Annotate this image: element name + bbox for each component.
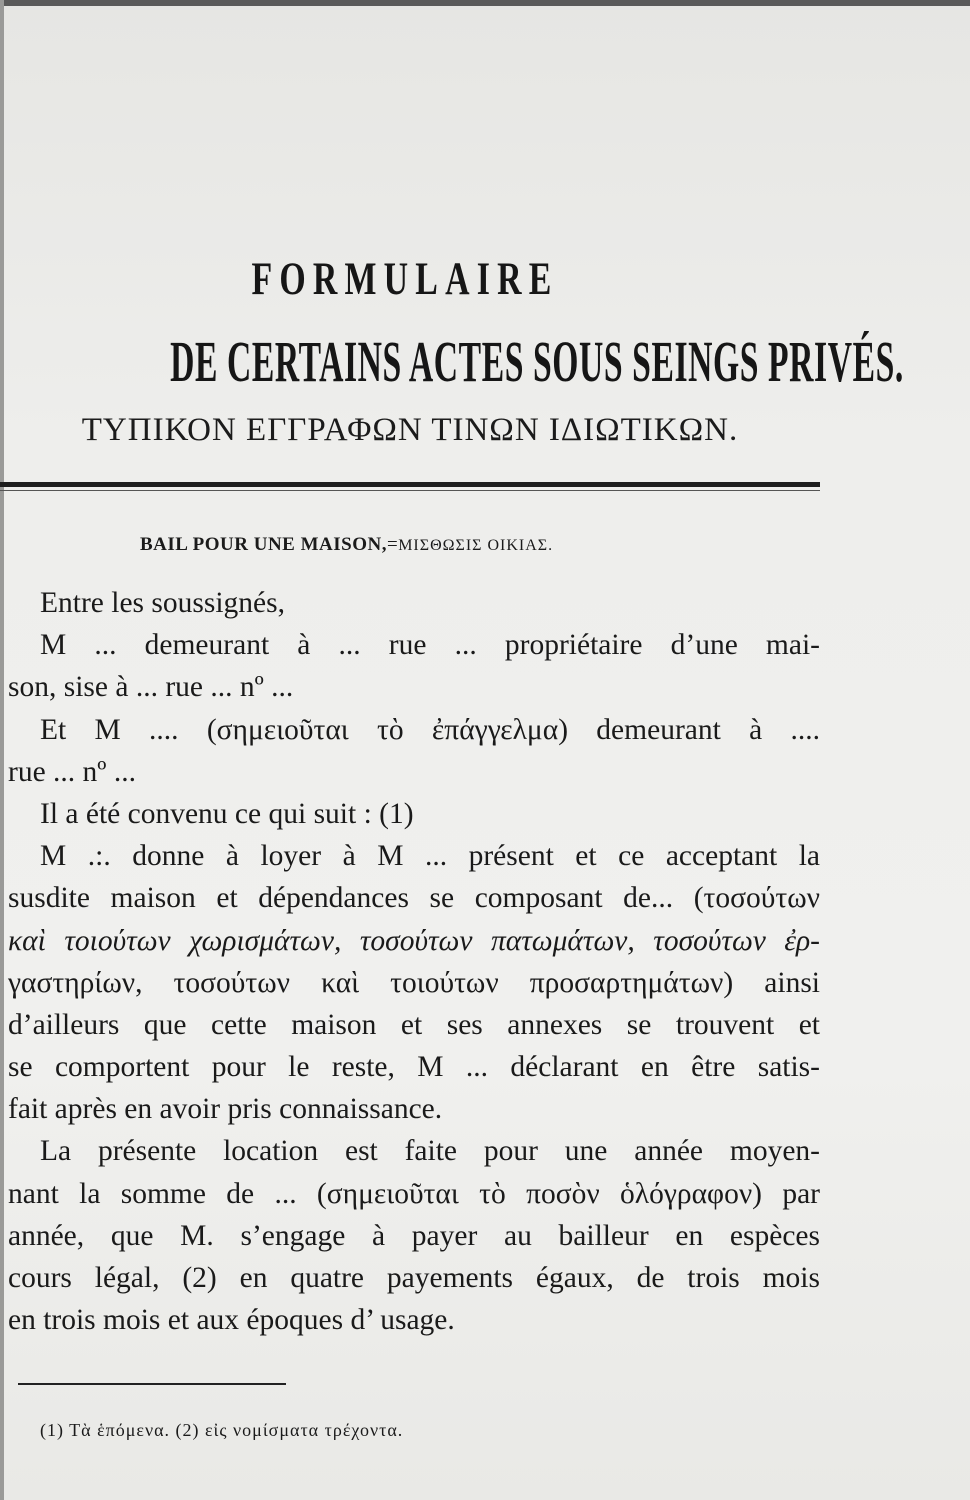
body-line: γαστηρίων, τοσούτων καὶ τοιούτων προσαρτημάτων) ainsi (8, 966, 820, 999)
body-line: cours légal, (2) en quatre payements égaux, de trois mois (8, 1262, 820, 1294)
title-rule-thin (0, 490, 820, 491)
body-line: Entre les soussignés, (40, 587, 285, 619)
body-line: M .:. donne à loyer à M ... présent et ce acceptant la (40, 840, 820, 873)
body-text (8, 582, 820, 1341)
body-line: fait après en avoir pris connaissance. (8, 1093, 443, 1126)
footnote: (1) Τὰ ἑπόμενα. (2) εἰς νομίσματα τρέχοντα. (40, 1420, 404, 1440)
body-line: La présente location est faite pour une année moyen- (40, 1135, 820, 1168)
footnote-rule (18, 1383, 286, 1385)
title-main: FORMULAIRE (251, 253, 559, 305)
title-subtitle: DE CERTAINS ACTES SOUS SEINGS PRIVÉS. (170, 329, 904, 394)
body-line: Il a été convenu ce qui suit : (1) (40, 797, 414, 830)
body-line: son, sise à ... rue ... nº ... (8, 671, 294, 704)
section-heading-greek: ΜΙΣΘΩΣΙΣ ΟΙΚΙΑΣ. (398, 537, 554, 554)
body-line: M ... demeurant à ... rue ... propriétaire d’une mai- (40, 629, 820, 662)
body-line: en trois mois et aux époques d’ usage. (8, 1304, 455, 1337)
body-line: se comportent pour le reste, M ... déclarant en être satis- (8, 1051, 820, 1084)
body-line: καὶ τοιούτων χωρισμάτων, τοσούτων πατωμάτων, τοσούτων ἐρ- (8, 924, 820, 957)
body-line: Et M .... (σημειοῦται τὸ ἐπάγγελμα) demeurant à .... (40, 713, 820, 746)
section-heading-french: BAIL POUR UNE MAISON, (140, 534, 387, 555)
body-line: susdite maison et dépendances se composant de... (τοσούτων (8, 882, 820, 915)
title-rule-thick (0, 482, 820, 487)
section-heading (140, 534, 700, 556)
body-line: d’ailleurs que cette maison et ses annexes se trouvent et (8, 1008, 820, 1041)
title-greek: ΤΥΠΙΚΟΝ ΕΓΓΡΑΦΩΝ ΤΙΝΩΝ ΙΔΙΩΤΙΚΩΝ. (81, 412, 739, 448)
page-top-edge (0, 0, 970, 6)
page-left-edge (0, 0, 4, 1500)
body-line: année, que M. s’engage à payer au bailleur en espèces (8, 1219, 820, 1252)
body-line: nant la somme de ... (σημειοῦται τὸ ποσὸν ὁλόγραφον) par (8, 1177, 820, 1210)
body-line: rue ... nº ... (8, 755, 136, 788)
section-heading-separator: = (386, 534, 399, 555)
